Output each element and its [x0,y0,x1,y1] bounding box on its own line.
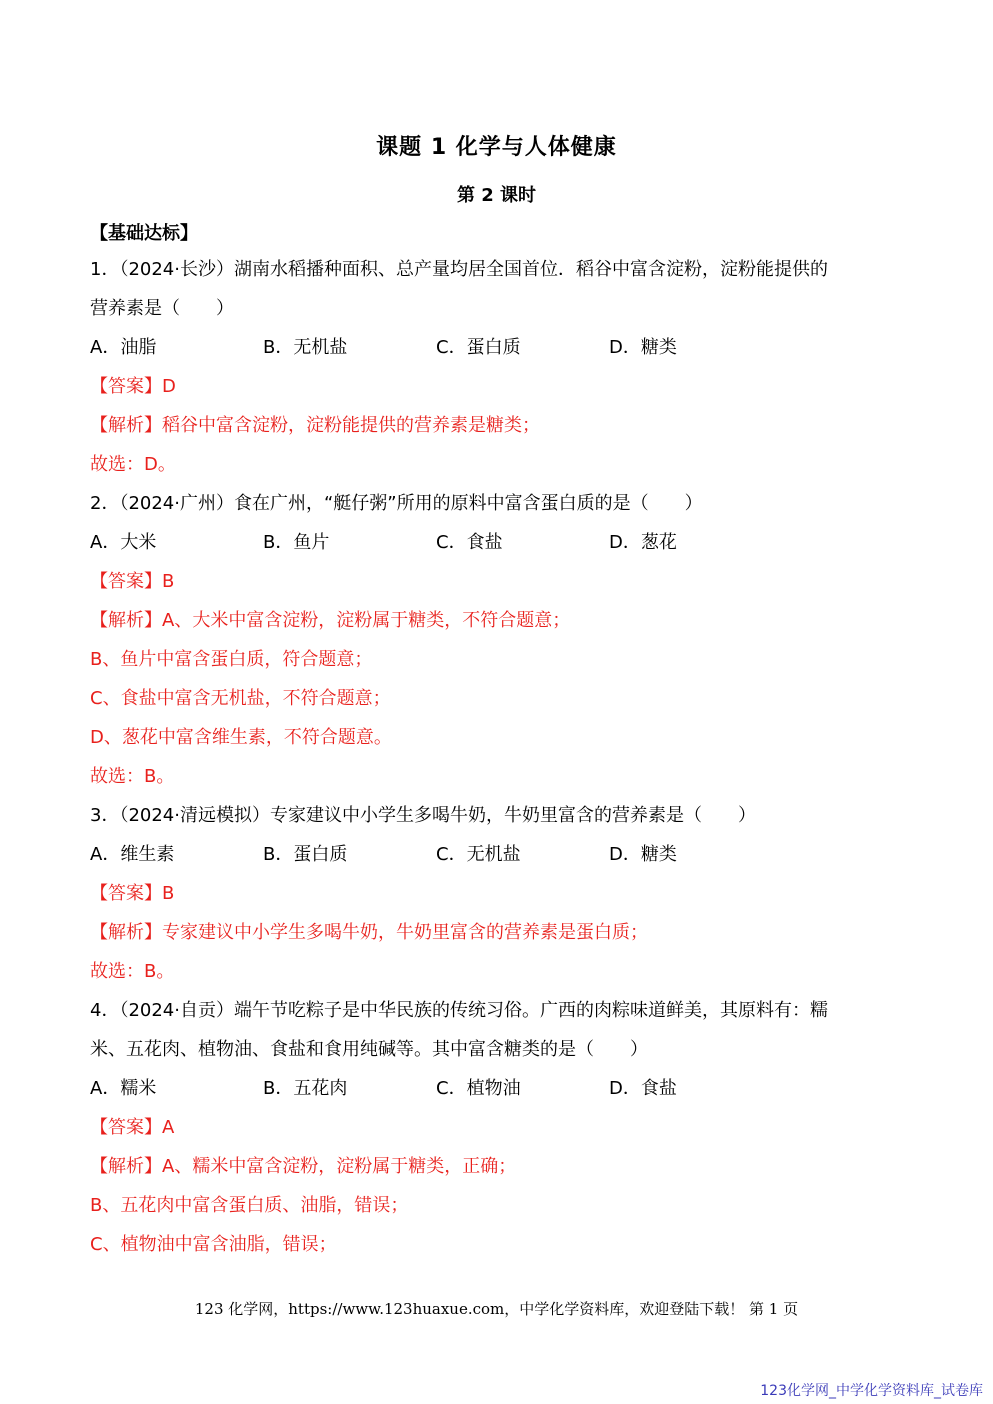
question-2-stem-line-1: 2．（2024·广州）食在广州，“艇仔粥”所用的原料中富含蛋白质的是（ ） [90,493,703,514]
question-4-analysis-line-1: 【解析】A、糯米中富含淀粉，淀粉属于糖类，正确； [90,1156,517,1177]
page-footer: 123 化学网，https://www.123huaxue.com，中学化学资料库，欢迎登陆下载！ 第 1 页 [194,1300,799,1318]
question-1-analysis-line-1: 【解析】稻谷中富含淀粉，淀粉能提供的营养素是糖类； [90,415,540,436]
question-3-stem-line-1: 3．（2024·清远模拟）专家建议中小学生多喝牛奶，牛奶里富含的营养素是（ ） [90,805,756,826]
option-c: C．蛋白质 [436,337,521,358]
question-2-analysis-line-1: 【解析】A、大米中富含淀粉，淀粉属于糖类，不符合题意； [90,610,571,631]
question-1-choice: 故选：D。 [90,454,176,475]
option-c: C．植物油 [436,1078,521,1099]
site-watermark: 123化学网_中学化学资料库_试卷库 [760,1383,983,1399]
option-a: A．糯米 [90,1078,157,1099]
question-1-stem-line-2: 营养素是（ ） [90,298,234,319]
question-4-stem-line-2: 米、五花肉、植物油、食盐和食用纯碱等。其中富含糖类的是（ ） [90,1039,648,1060]
question-1-answer: 【答案】D [90,376,176,397]
section-heading: 【基础达标】 [90,223,198,244]
option-b: B．无机盐 [263,337,348,358]
question-2-analysis-line-3: C、食盐中富含无机盐，不符合题意； [90,688,391,709]
question-1-stem-line-1: 1．（2024·长沙）湖南水稻播种面积、总产量均居全国首位．稻谷中富含淀粉，淀粉能提供的 [90,259,828,280]
question-2-analysis-line-4: D、葱花中富含维生素，不符合题意。 [90,727,392,748]
option-a: A．维生素 [90,844,175,865]
page-subtitle: 第 2 课时 [456,185,537,206]
question-4-stem-line-1: 4．（2024·自贡）端午节吃粽子是中华民族的传统习俗。广西的肉粽味道鲜美，其原料有：糯 [90,1000,828,1021]
option-d: D．糖类 [609,337,677,358]
option-c: C．无机盐 [436,844,521,865]
option-b: B．蛋白质 [263,844,348,865]
question-4-analysis-line-3: C、植物油中富含油脂，错误； [90,1234,337,1255]
question-4-analysis-line-2: B、五花肉中富含蛋白质、油脂，错误； [90,1195,409,1216]
question-4-answer: 【答案】A [90,1117,175,1138]
option-d: D．葱花 [609,532,677,553]
question-2-analysis-line-2: B、鱼片中富含蛋白质，符合题意； [90,649,373,670]
option-c: C．食盐 [436,532,503,553]
option-b: B．鱼片 [263,532,330,553]
option-a: A．油脂 [90,337,157,358]
question-2-answer: 【答案】B [90,571,175,592]
option-d: D．食盐 [609,1078,677,1099]
page-title: 课题 1 化学与人体健康 [376,135,617,160]
option-d: D．糖类 [609,844,677,865]
question-3-analysis-line-1: 【解析】专家建议中小学生多喝牛奶，牛奶里富含的营养素是蛋白质； [90,922,648,943]
option-a: A．大米 [90,532,157,553]
question-3-choice: 故选：B。 [90,961,175,982]
question-2-choice: 故选：B。 [90,766,175,787]
option-b: B．五花肉 [263,1078,348,1099]
question-3-answer: 【答案】B [90,883,175,904]
